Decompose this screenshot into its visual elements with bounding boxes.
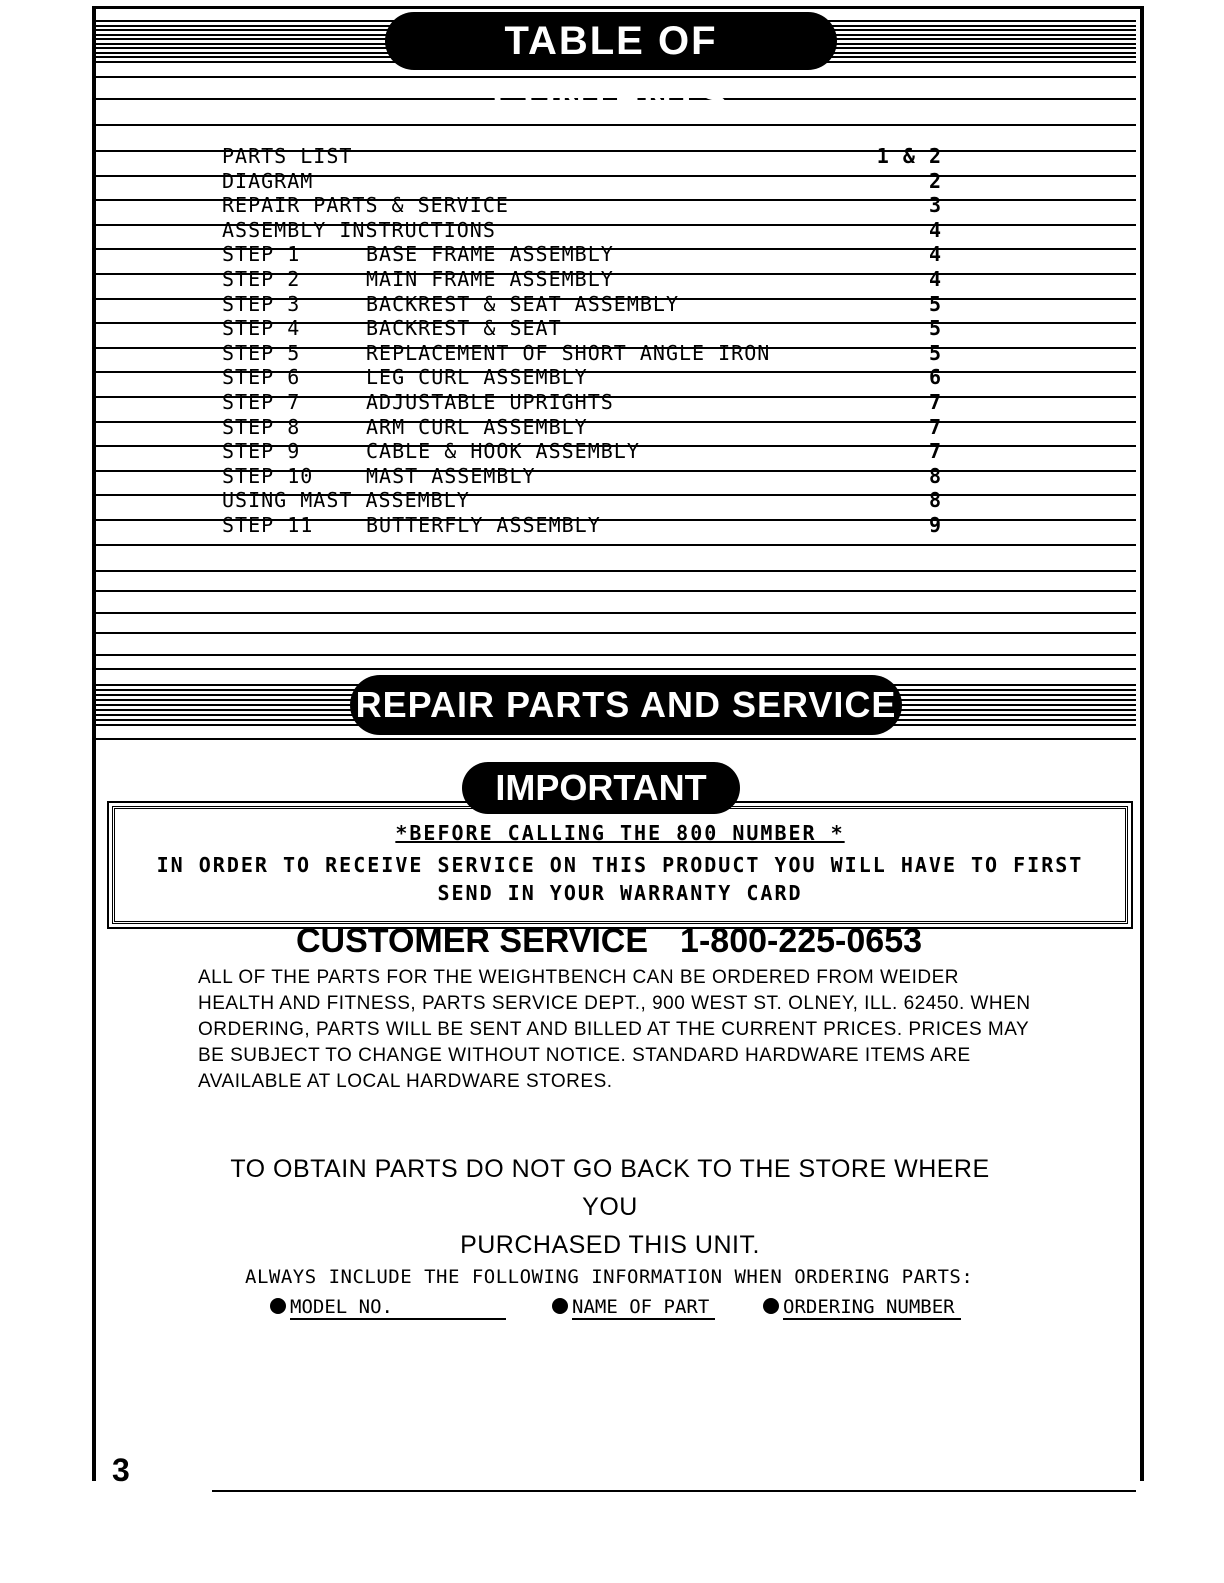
include-item-label: ORDERING NUMBER <box>783 1296 961 1320</box>
toc-step: STEP 3 <box>222 291 301 316</box>
toc-row <box>222 267 982 292</box>
toc-page: 8 <box>928 488 942 513</box>
toc-page: 4 <box>928 242 942 267</box>
toc-row <box>222 439 982 464</box>
toc-row <box>222 464 982 489</box>
ruled-line <box>96 590 1136 592</box>
toc-row <box>222 316 982 341</box>
important-banner: IMPORTANT <box>462 762 740 814</box>
toc-step: STEP 8 <box>222 414 301 439</box>
toc-page: 7 <box>928 439 942 464</box>
important-line-3: SEND IN YOUR WARRANTY CARD <box>437 881 803 905</box>
ruled-line <box>96 544 1136 546</box>
customer-service <box>296 922 922 961</box>
toc-page: 7 <box>928 389 942 414</box>
toc-title: MAIN FRAME ASSEMBLY <box>366 266 614 291</box>
toc-row <box>222 242 982 267</box>
toc-step: ASSEMBLY INSTRUCTIONS <box>222 217 496 242</box>
ruled-line <box>96 668 1136 670</box>
toc-step: USING MAST ASSEMBLY <box>222 488 470 513</box>
table-of-contents <box>222 144 982 538</box>
toc-page: 2 <box>928 168 942 193</box>
toc-step: STEP 11 <box>222 512 314 537</box>
ruled-line <box>96 632 1136 634</box>
toc-step: STEP 10 <box>222 463 314 488</box>
toc-step: STEP 7 <box>222 389 301 414</box>
toc-step: STEP 4 <box>222 316 301 341</box>
toc-title: LEG CURL ASSEMBLY <box>366 365 588 390</box>
obtain-line-1: TO OBTAIN PARTS DO NOT GO BACK TO THE STORE WHERE YOU <box>230 1155 990 1221</box>
toc-row <box>222 292 982 317</box>
toc-page: 9 <box>928 512 942 537</box>
toc-row <box>222 513 982 538</box>
toc-title: BUTTERFLY ASSEMBLY <box>366 512 601 537</box>
toc-step: STEP 1 <box>222 242 301 267</box>
toc-row <box>222 390 982 415</box>
ruled-line <box>96 738 1136 740</box>
obtain-line-2: PURCHASED THIS UNIT. <box>460 1231 760 1259</box>
toc-title: MAST ASSEMBLY <box>366 463 536 488</box>
obtain-parts-notice <box>200 1150 1020 1264</box>
include-item <box>270 1296 506 1320</box>
toc-title: CABLE & HOOK ASSEMBLY <box>366 439 640 464</box>
bullet-icon <box>763 1298 779 1314</box>
toc-step: STEP 6 <box>222 365 301 390</box>
toc-title: BACKREST & SEAT <box>366 316 562 341</box>
toc-row <box>222 415 982 440</box>
include-item-label: MODEL NO. <box>290 1296 506 1320</box>
customer-service-phone: 1-800-225-0653 <box>680 922 923 960</box>
toc-page: 7 <box>928 414 942 439</box>
toc-page: 5 <box>928 340 942 365</box>
toc-page: 4 <box>928 266 942 291</box>
toc-step: STEP 9 <box>222 439 301 464</box>
toc-row <box>222 341 982 366</box>
important-notice-box <box>112 806 1128 924</box>
ruled-line <box>96 612 1136 614</box>
toc-banner: TABLE OF CONTENTS <box>385 12 837 70</box>
important-line-1: *BEFORE CALLING THE 800 NUMBER * <box>395 821 845 845</box>
toc-page: 4 <box>928 217 942 242</box>
toc-title: ADJUSTABLE UPRIGHTS <box>366 389 614 414</box>
toc-page: 5 <box>928 291 942 316</box>
toc-row <box>222 193 982 218</box>
include-items <box>270 1296 990 1336</box>
toc-step: DIAGRAM <box>222 168 314 193</box>
toc-row <box>222 169 982 194</box>
toc-step: PARTS LIST <box>222 144 353 168</box>
toc-page: 3 <box>928 193 942 218</box>
toc-title: BASE FRAME ASSEMBLY <box>366 242 614 267</box>
toc-row <box>222 365 982 390</box>
repair-parts-banner: REPAIR PARTS AND SERVICE <box>350 675 902 735</box>
ruled-line <box>96 570 1136 572</box>
toc-step: STEP 2 <box>222 266 301 291</box>
include-item <box>763 1296 961 1320</box>
toc-page: 5 <box>928 316 942 341</box>
toc-title: REPLACEMENT OF SHORT ANGLE IRON <box>366 340 771 365</box>
toc-row <box>222 144 982 169</box>
toc-title: BACKREST & SEAT ASSEMBLY <box>366 291 679 316</box>
toc-page: 1 & 2 <box>876 144 942 168</box>
customer-service-label: CUSTOMER SERVICE <box>296 922 649 960</box>
toc-row <box>222 218 982 243</box>
toc-step: STEP 5 <box>222 340 301 365</box>
important-line-2: IN ORDER TO RECEIVE SERVICE ON THIS PRODUCT YOU WILL HAVE TO FIRST <box>156 853 1084 877</box>
page-number: 3 <box>112 1452 130 1488</box>
toc-row <box>222 488 982 513</box>
toc-page: 8 <box>928 463 942 488</box>
bullet-icon <box>270 1298 286 1314</box>
toc-title: ARM CURL ASSEMBLY <box>366 414 588 439</box>
include-item-label: NAME OF PART <box>572 1296 715 1320</box>
toc-step: REPAIR PARTS & SERVICE <box>222 193 509 218</box>
ordering-paragraph: ALL OF THE PARTS FOR THE WEIGHTBENCH CAN BE ORDERED FROM WEIDER HEALTH AND FITNESS, PARTS SERVICE DEPT., 900 WEST ST. OLNEY, ILL. 62450. WHEN ORDERING, PARTS WILL BE SENT AND BILLED AT THE CURRENT PRICES. PRICES MAY BE SUBJECT TO CHANGE WITHOUT NOTICE. STANDARD HARDWARE ITEMS ARE AVAILABLE AT LOCAL HARDWARE STORES. <box>198 967 1031 1092</box>
include-item <box>552 1296 715 1320</box>
always-include-text: ALWAYS INCLUDE THE FOLLOWING INFORMATION WHEN ORDERING PARTS: <box>245 1266 974 1288</box>
ruled-line <box>96 654 1136 656</box>
bottom-rule <box>212 1490 1136 1492</box>
bullet-icon <box>552 1298 568 1314</box>
toc-page: 6 <box>928 365 942 390</box>
